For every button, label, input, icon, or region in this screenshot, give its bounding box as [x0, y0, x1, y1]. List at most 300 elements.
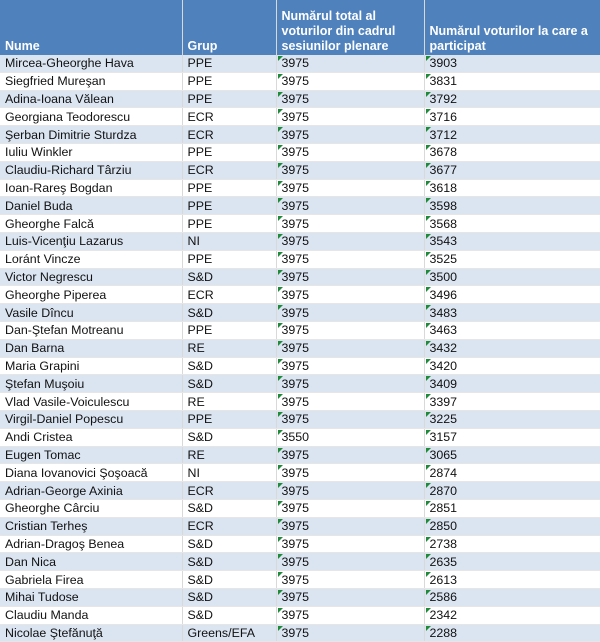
cell-participat[interactable]: [424, 553, 600, 571]
cell-total[interactable]: [276, 517, 424, 535]
cell-participat[interactable]: [424, 393, 600, 411]
cell-grup-text: S&D: [187, 358, 213, 373]
cell-participat-text: 2870: [429, 483, 458, 498]
cell-nume-text: Loránt Vincze: [5, 252, 81, 267]
cell-nume[interactable]: [0, 375, 182, 393]
cell-grup[interactable]: [182, 304, 276, 322]
cell-grup[interactable]: [182, 499, 276, 517]
cell-nume-text: Daniel Buda: [5, 198, 73, 213]
cell-grup[interactable]: [182, 517, 276, 535]
cell-participat[interactable]: [424, 482, 600, 500]
table-row[interactable]: [0, 357, 600, 375]
number-stored-as-text-icon: [426, 359, 431, 364]
cell-participat[interactable]: [424, 55, 600, 72]
number-stored-as-text-icon: [278, 465, 283, 470]
cell-participat[interactable]: [424, 624, 600, 642]
cell-total-text: 3975: [281, 625, 310, 640]
number-stored-as-text-icon: [426, 127, 431, 132]
cell-participat[interactable]: [424, 126, 600, 144]
cell-grup-text: ECR: [187, 519, 214, 534]
table-row[interactable]: [0, 606, 600, 624]
table-row[interactable]: [0, 215, 600, 233]
cell-grup[interactable]: [182, 588, 276, 606]
cell-participat[interactable]: [424, 232, 600, 250]
cell-participat-text: 3903: [429, 56, 458, 71]
number-stored-as-text-icon: [426, 181, 431, 186]
cell-grup[interactable]: [182, 464, 276, 482]
cell-grup-text: PPE: [187, 91, 213, 106]
cell-grup[interactable]: [182, 197, 276, 215]
cell-total[interactable]: [276, 535, 424, 553]
header-total-voturi[interactable]: Numărul total al voturilor din cadrul sesiunilor plenare: [276, 0, 424, 55]
header-nume[interactable]: Nume: [0, 0, 182, 55]
table-row[interactable]: [0, 428, 600, 446]
cell-grup[interactable]: [182, 72, 276, 90]
cell-nume[interactable]: [0, 499, 182, 517]
table-row[interactable]: [0, 553, 600, 571]
cell-total[interactable]: [276, 588, 424, 606]
cell-nume[interactable]: [0, 588, 182, 606]
cell-nume[interactable]: [0, 232, 182, 250]
cell-total[interactable]: [276, 250, 424, 268]
cell-grup[interactable]: [182, 108, 276, 126]
cell-nume[interactable]: [0, 161, 182, 179]
cell-participat[interactable]: [424, 375, 600, 393]
number-stored-as-text-icon: [278, 234, 283, 239]
table-row[interactable]: [0, 339, 600, 357]
number-stored-as-text-icon: [426, 163, 431, 168]
number-stored-as-text-icon: [278, 341, 283, 346]
table-row[interactable]: [0, 286, 600, 304]
cell-nume-text: Ştefan Muşoiu: [5, 376, 85, 391]
number-stored-as-text-icon: [278, 305, 283, 310]
cell-nume[interactable]: [0, 517, 182, 535]
cell-total[interactable]: [276, 606, 424, 624]
cell-grup[interactable]: [182, 143, 276, 161]
table-row[interactable]: [0, 375, 600, 393]
cell-participat-text: 3065: [429, 447, 458, 462]
cell-total[interactable]: [276, 375, 424, 393]
cell-total-text: 3975: [281, 554, 310, 569]
cell-total-text: 3975: [281, 501, 310, 516]
cell-total[interactable]: [276, 428, 424, 446]
cell-total[interactable]: [276, 179, 424, 197]
cell-nume[interactable]: [0, 143, 182, 161]
cell-grup-text: S&D: [187, 269, 213, 284]
cell-grup[interactable]: [182, 357, 276, 375]
cell-grup-text: S&D: [187, 536, 213, 551]
table-row[interactable]: [0, 535, 600, 553]
number-stored-as-text-icon: [426, 216, 431, 221]
cell-nume[interactable]: [0, 339, 182, 357]
cell-total[interactable]: [276, 72, 424, 90]
cell-total-text: 3975: [281, 412, 310, 427]
cell-grup[interactable]: [182, 410, 276, 428]
cell-nume[interactable]: [0, 197, 182, 215]
cell-grup[interactable]: [182, 161, 276, 179]
number-stored-as-text-icon: [278, 287, 283, 292]
cell-nume[interactable]: [0, 72, 182, 90]
cell-nume-text: Luis-Vicenţiu Lazarus: [5, 234, 124, 249]
cell-participat[interactable]: [424, 179, 600, 197]
cell-total-text: 3975: [281, 252, 310, 267]
cell-grup[interactable]: [182, 535, 276, 553]
number-stored-as-text-icon: [278, 608, 283, 613]
cell-nume[interactable]: [0, 126, 182, 144]
cell-grup-text: NI: [187, 465, 200, 480]
cell-participat-text: 2613: [429, 572, 458, 587]
cell-grup[interactable]: [182, 571, 276, 589]
number-stored-as-text-icon: [278, 198, 283, 203]
number-stored-as-text-icon: [426, 341, 431, 346]
cell-nume[interactable]: [0, 553, 182, 571]
cell-grup[interactable]: [182, 55, 276, 72]
cell-participat-text: 2874: [429, 465, 458, 480]
cell-grup-text: S&D: [187, 590, 213, 605]
number-stored-as-text-icon: [278, 430, 283, 435]
cell-total-text: 3975: [281, 234, 310, 249]
cell-participat[interactable]: [424, 606, 600, 624]
table-row[interactable]: [0, 482, 600, 500]
cell-total-text: 3975: [281, 465, 310, 480]
cell-total[interactable]: [276, 446, 424, 464]
number-stored-as-text-icon: [278, 554, 283, 559]
number-stored-as-text-icon: [278, 252, 283, 257]
cell-participat[interactable]: [424, 339, 600, 357]
number-stored-as-text-icon: [278, 483, 283, 488]
cell-participat-text: 3157: [429, 430, 458, 445]
cell-participat-text: 2288: [429, 625, 458, 640]
cell-total-text: 3975: [281, 127, 310, 142]
header-grup[interactable]: Grup: [182, 0, 276, 55]
cell-nume[interactable]: [0, 606, 182, 624]
cell-total-text: 3975: [281, 216, 310, 231]
cell-nume-text: Vasile Dîncu: [5, 305, 74, 320]
cell-total-text: 3975: [281, 608, 310, 623]
cell-grup[interactable]: [182, 606, 276, 624]
cell-nume[interactable]: [0, 215, 182, 233]
table-row[interactable]: [0, 624, 600, 642]
cell-participat-text: 3831: [429, 74, 458, 89]
cell-total-text: 3975: [281, 91, 310, 106]
cell-total-text: 3975: [281, 447, 310, 462]
number-stored-as-text-icon: [426, 56, 431, 61]
cell-total-text: 3975: [281, 376, 310, 391]
cell-participat[interactable]: [424, 143, 600, 161]
number-stored-as-text-icon: [426, 92, 431, 97]
cell-nume-text: Claudiu-Richard Târziu: [5, 163, 132, 178]
cell-nume[interactable]: [0, 250, 182, 268]
cell-grup[interactable]: [182, 446, 276, 464]
cell-grup-text: S&D: [187, 305, 213, 320]
cell-nume[interactable]: [0, 410, 182, 428]
cell-nume[interactable]: [0, 624, 182, 642]
cell-grup[interactable]: [182, 215, 276, 233]
number-stored-as-text-icon: [426, 626, 431, 631]
cell-nume-text: Georgiana Teodorescu: [5, 109, 131, 124]
table-row[interactable]: [0, 304, 600, 322]
cell-participat[interactable]: [424, 304, 600, 322]
cell-participat-text: 3432: [429, 341, 458, 356]
number-stored-as-text-icon: [278, 448, 283, 453]
cell-total[interactable]: [276, 499, 424, 517]
cell-total[interactable]: [276, 339, 424, 357]
cell-nume-text: Iuliu Winkler: [5, 145, 73, 160]
cell-grup-text: S&D: [187, 430, 213, 445]
cell-grup-text: S&D: [187, 554, 213, 569]
cell-participat-text: 3525: [429, 252, 458, 267]
cell-nume-text: Cristian Terheş: [5, 519, 88, 534]
cell-participat[interactable]: [424, 286, 600, 304]
cell-participat-text: 3397: [429, 394, 458, 409]
cell-participat[interactable]: [424, 499, 600, 517]
cell-nume-text: Dan-Ştefan Motreanu: [5, 323, 124, 338]
number-stored-as-text-icon: [278, 163, 283, 168]
cell-nume[interactable]: [0, 446, 182, 464]
cell-total-text: 3975: [281, 323, 310, 338]
header-row: [0, 0, 600, 55]
cell-participat-text: 3496: [429, 287, 458, 302]
cell-nume[interactable]: [0, 393, 182, 411]
cell-participat[interactable]: [424, 446, 600, 464]
table-row[interactable]: [0, 55, 600, 72]
cell-participat[interactable]: [424, 108, 600, 126]
cell-participat[interactable]: [424, 90, 600, 108]
number-stored-as-text-icon: [278, 359, 283, 364]
cell-nume-text: Gheorghe Piperea: [5, 287, 107, 302]
cell-grup-text: ECR: [187, 287, 214, 302]
table-row[interactable]: [0, 250, 600, 268]
number-stored-as-text-icon: [278, 216, 283, 221]
cell-grup[interactable]: [182, 250, 276, 268]
cell-total[interactable]: [276, 161, 424, 179]
cell-nume-text: Ioan-Rareş Bogdan: [5, 180, 113, 195]
cell-total-text: 3975: [281, 198, 310, 213]
cell-participat[interactable]: [424, 215, 600, 233]
cell-total[interactable]: [276, 197, 424, 215]
cell-total[interactable]: [276, 126, 424, 144]
cell-grup[interactable]: [182, 321, 276, 339]
number-stored-as-text-icon: [426, 448, 431, 453]
cell-nume[interactable]: [0, 428, 182, 446]
cell-grup-text: PPE: [187, 56, 213, 71]
number-stored-as-text-icon: [278, 376, 283, 381]
cell-total-text: 3975: [281, 145, 310, 160]
number-stored-as-text-icon: [426, 537, 431, 542]
cell-total[interactable]: [276, 571, 424, 589]
cell-total-text: 3975: [281, 358, 310, 373]
cell-total[interactable]: [276, 215, 424, 233]
number-stored-as-text-icon: [278, 323, 283, 328]
cell-nume[interactable]: [0, 268, 182, 286]
cell-grup[interactable]: [182, 232, 276, 250]
table-row[interactable]: [0, 232, 600, 250]
cell-grup[interactable]: [182, 624, 276, 642]
cell-total[interactable]: [276, 232, 424, 250]
cell-total[interactable]: [276, 464, 424, 482]
cell-grup[interactable]: [182, 286, 276, 304]
cell-total-text: 3975: [281, 74, 310, 89]
header-voturi-participat[interactable]: Numărul voturilor la care a participat: [424, 0, 600, 55]
table-row[interactable]: [0, 179, 600, 197]
cell-nume[interactable]: [0, 571, 182, 589]
table-row[interactable]: [0, 410, 600, 428]
cell-total[interactable]: [276, 286, 424, 304]
cell-nume[interactable]: [0, 535, 182, 553]
cell-grup[interactable]: [182, 428, 276, 446]
cell-participat-text: 3225: [429, 412, 458, 427]
number-stored-as-text-icon: [278, 537, 283, 542]
cell-total-text: 3975: [281, 394, 310, 409]
cell-nume-text: Eugen Tomac: [5, 447, 81, 462]
number-stored-as-text-icon: [426, 590, 431, 595]
cell-nume[interactable]: [0, 357, 182, 375]
number-stored-as-text-icon: [426, 109, 431, 114]
table-row[interactable]: [0, 72, 600, 90]
number-stored-as-text-icon: [426, 430, 431, 435]
cell-participat[interactable]: [424, 410, 600, 428]
cell-participat[interactable]: [424, 535, 600, 553]
table-row[interactable]: [0, 126, 600, 144]
cell-participat[interactable]: [424, 321, 600, 339]
cell-participat-text: 3618: [429, 180, 458, 195]
number-stored-as-text-icon: [278, 92, 283, 97]
cell-participat[interactable]: [424, 250, 600, 268]
cell-total[interactable]: [276, 55, 424, 72]
table-row[interactable]: [0, 464, 600, 482]
cell-total[interactable]: [276, 393, 424, 411]
number-stored-as-text-icon: [278, 109, 283, 114]
cell-nume-text: Mihai Tudose: [5, 590, 79, 605]
cell-nume-text: Andi Cristea: [5, 430, 73, 445]
table-row[interactable]: [0, 393, 600, 411]
cell-nume[interactable]: [0, 55, 182, 72]
cell-grup-text: PPE: [187, 323, 213, 338]
table-row[interactable]: [0, 321, 600, 339]
cell-participat[interactable]: [424, 428, 600, 446]
number-stored-as-text-icon: [426, 465, 431, 470]
number-stored-as-text-icon: [426, 234, 431, 239]
cell-participat[interactable]: [424, 588, 600, 606]
cell-nume-text: Adrian-Dragoş Benea: [5, 536, 125, 551]
cell-participat[interactable]: [424, 197, 600, 215]
cell-participat-text: 3716: [429, 109, 458, 124]
cell-total[interactable]: [276, 268, 424, 286]
cell-nume[interactable]: [0, 108, 182, 126]
cell-total[interactable]: [276, 321, 424, 339]
cell-grup-text: RE: [187, 394, 205, 409]
cell-grup-text: PPE: [187, 198, 213, 213]
cell-participat[interactable]: [424, 571, 600, 589]
cell-grup-text: S&D: [187, 608, 213, 623]
cell-participat-text: 3598: [429, 198, 458, 213]
number-stored-as-text-icon: [278, 412, 283, 417]
cell-nume-text: Siegfried Mureşan: [5, 74, 106, 89]
table-row[interactable]: [0, 90, 600, 108]
cell-participat-text: 3712: [429, 127, 458, 142]
cell-total-text: 3975: [281, 572, 310, 587]
cell-nume[interactable]: [0, 286, 182, 304]
cell-participat[interactable]: [424, 72, 600, 90]
cell-participat-text: 2850: [429, 519, 458, 534]
cell-nume[interactable]: [0, 482, 182, 500]
table-row[interactable]: [0, 588, 600, 606]
table-row[interactable]: [0, 161, 600, 179]
cell-nume[interactable]: [0, 304, 182, 322]
number-stored-as-text-icon: [426, 608, 431, 613]
number-stored-as-text-icon: [426, 145, 431, 150]
cell-nume[interactable]: [0, 179, 182, 197]
cell-grup[interactable]: [182, 268, 276, 286]
cell-total-text: 3975: [281, 180, 310, 195]
cell-participat[interactable]: [424, 268, 600, 286]
cell-total[interactable]: [276, 357, 424, 375]
table-row[interactable]: [0, 197, 600, 215]
cell-total[interactable]: [276, 304, 424, 322]
cell-participat[interactable]: [424, 517, 600, 535]
number-stored-as-text-icon: [426, 483, 431, 488]
cell-participat-text: 3677: [429, 163, 458, 178]
number-stored-as-text-icon: [278, 127, 283, 132]
cell-total[interactable]: [276, 90, 424, 108]
number-stored-as-text-icon: [426, 554, 431, 559]
cell-grup-text: PPE: [187, 216, 213, 231]
cell-grup-text: ECR: [187, 483, 214, 498]
cell-nume-text: Gabriela Firea: [5, 572, 84, 587]
cell-grup[interactable]: [182, 375, 276, 393]
table-row[interactable]: [0, 108, 600, 126]
cell-total[interactable]: [276, 624, 424, 642]
number-stored-as-text-icon: [426, 198, 431, 203]
number-stored-as-text-icon: [426, 412, 431, 417]
cell-grup[interactable]: [182, 339, 276, 357]
cell-participat[interactable]: [424, 464, 600, 482]
table-row[interactable]: [0, 268, 600, 286]
table-row[interactable]: [0, 446, 600, 464]
cell-participat-text: 2586: [429, 590, 458, 605]
cell-nume-text: Şerban Dimitrie Sturdza: [5, 127, 137, 142]
cell-grup[interactable]: [182, 393, 276, 411]
table-row[interactable]: [0, 143, 600, 161]
cell-nume-text: Diana Iovanovici Şoşoacă: [5, 465, 148, 480]
cell-total-text: 3975: [281, 305, 310, 320]
cell-grup-text: S&D: [187, 501, 213, 516]
cell-total-text: 3975: [281, 341, 310, 356]
cell-participat[interactable]: [424, 161, 600, 179]
number-stored-as-text-icon: [278, 501, 283, 506]
cell-total[interactable]: [276, 482, 424, 500]
table-row[interactable]: [0, 517, 600, 535]
cell-nume-text: Mircea-Gheorghe Hava: [5, 56, 134, 71]
cell-grup-text: NI: [187, 234, 200, 249]
cell-grup[interactable]: [182, 482, 276, 500]
cell-total[interactable]: [276, 108, 424, 126]
cell-nume[interactable]: [0, 90, 182, 108]
cell-grup[interactable]: [182, 90, 276, 108]
cell-total[interactable]: [276, 553, 424, 571]
table-row[interactable]: [0, 571, 600, 589]
cell-nume[interactable]: [0, 464, 182, 482]
cell-nume[interactable]: [0, 321, 182, 339]
cell-nume-text: Gheorghe Cârciu: [5, 501, 100, 516]
cell-participat[interactable]: [424, 357, 600, 375]
cell-total[interactable]: [276, 410, 424, 428]
table-row[interactable]: [0, 499, 600, 517]
cell-grup[interactable]: [182, 126, 276, 144]
cell-total[interactable]: [276, 143, 424, 161]
cell-grup[interactable]: [182, 179, 276, 197]
cell-grup[interactable]: [182, 553, 276, 571]
